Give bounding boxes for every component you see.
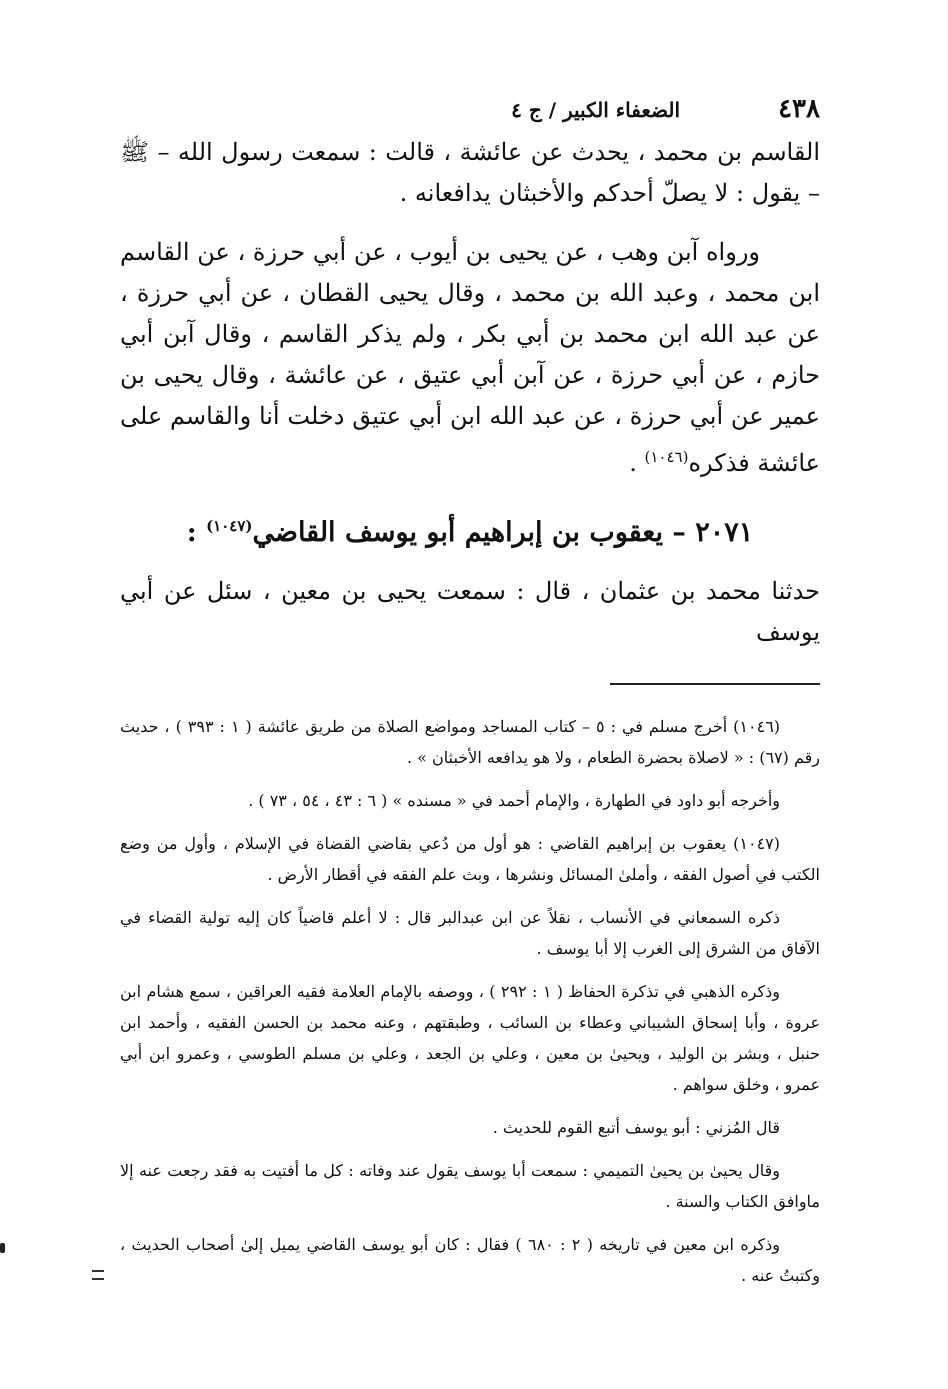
footnote-1047-samani: ذكره السمعاني في الأنساب ، نقلاً عن ابن عبدالبر قال : لا أعلم قاضياً كان إليه تولية القضاء في الآفاق من الشرق إلى الغرب إلا أبا يوسف . [120,908,820,958]
footnotes [120,711,820,1291]
entry-number: ٢٠٧١ [695,517,754,548]
book-page [120,92,820,1303]
footnote-1047-muzani: قال المُزني : أبو يوسف أتبع القوم للحديث . [492,1118,780,1137]
chains-text: ورواه آبن وهب ، عن يحيى بن أيوب ، عن أبي حرزة ، عن القاسم ابن محمد ، وعبد الله بن محمد ، وقال يحيى القطان ، عن أبي حرزة ، عن عبد الله ابن محمد بن أبي بكر ، ولم يذكر القاسم ، وقال آبن أبي حازم ، عن أبي حرزة ، عن آبن أبي عتيق ، عن عائشة ، وقال يحيى بن عمير عن أبي حرزة ، عن عبد الله ابن أبي عتيق دخلت أنا والقاسم على عائشة فذكره [120,238,821,477]
entry-dash: – [662,517,696,548]
scan-mark [92,1270,104,1280]
footnote-divider [610,683,820,685]
footnote-1047-tamimi: وقال يحيىٰ بن يحيىٰ التميمي : سمعت أبا يوسف يقول عند وفاته : كل ما أفتيت به فقد رجعت عنه إلا ماوافق الكتاب والسنة . [120,1161,820,1211]
entry-colon: : [186,517,207,548]
footnote-1046: (١٠٤٦) أخرج مسلم في : ٥ – كتاب المساجد ومواضع الصلاة من طريق عائشة ( ١ : ٣٩٣ ) ، حديث رقم (٦٧) : « لاصلاة بحضرة الطعام ، ولا هو يدافعه الأخبثان » . [120,717,820,767]
footnote-1046-cont: وأخرجه أبو داود في الطهارة ، والإمام أحمد في « مسنده » ( ٦ : ٤٣ ، ٥٤ ، ٧٣ ) . [248,791,780,810]
scan-dot [0,1243,5,1253]
entry-name: يعقوب بن إبراهيم أبو يوسف القاضي [252,517,663,548]
entry-heading [120,504,820,555]
footnote-1047-ibn-maeen: وذكره ابن معين في تاريخه ( ٢ : ٦٨٠ ) فقال : كان أبو يوسف القاضي يميل إلىٰ أصحاب الحديث ، وكتبتُ عنه . [120,1235,820,1285]
paragraph-chains [120,232,820,484]
paragraph-report: حدثنا محمد بن عثمان ، قال : سمعت يحيى بن معين ، سئل عن أبي يوسف [120,577,820,646]
page-header [120,92,820,132]
main-text [120,132,820,653]
page-number: ٤٣٨ [778,94,820,124]
paragraph-hadith: القاسم بن محمد ، يحدث عن عائشة ، قالت : سمعت رسول الله – ﷺ – يقول : لا يصلّ أحدكم والأخبثان يدافعانه . [120,138,820,207]
chains-end: . [629,449,645,477]
running-title: الضعفاء الكبير / ج ٤ [511,98,680,122]
footnote-ref-1047: (١٠٤٧) [206,517,253,535]
footnote-ref-1046: (١٠٤٦) [644,448,689,466]
footnote-1047: (١٠٤٧) يعقوب بن إبراهيم القاضي : هو أول من دُعي بقاضي القضاة في الإسلام ، وأول من وضع الكتب في أصول الفقه ، وأملىٰ المسائل ونشرها ، وبث علم الفقه في أقطار الأرض . [120,834,820,884]
footnote-1047-dhahabi: وذكره الذهبي في تذكرة الحفاظ ( ١ : ٢٩٢ ) ، ووصفه بالإمام العلامة فقيه العراقين ، سمع هشام ابن عروة ، وأبا إسحاق الشيباني وعطاء بن السائب ، وطبقتهم ، وعنه محمد بن الحسن الفقيه ، وأحمد ابن حنبل ، وبشر بن الوليد ، ويحيىٰ بن معين ، وعلي بن الجعد ، وعلي بن مسلم الطوسي ، وعمرو ابن أبي عمرو ، وخلق سواهم . [120,982,821,1094]
